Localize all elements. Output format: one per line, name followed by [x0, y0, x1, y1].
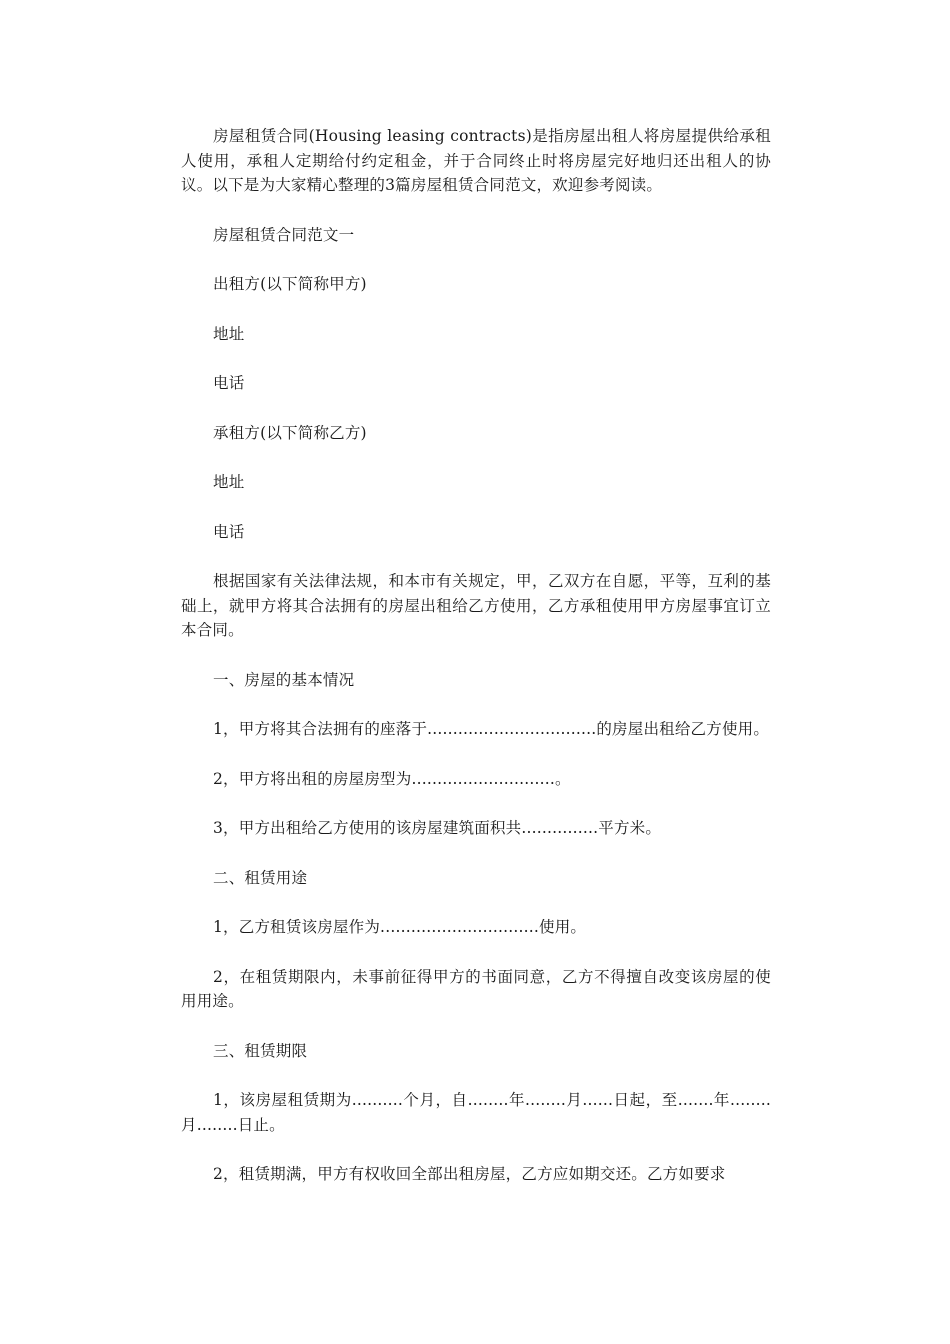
lessor-phone-label: 电话: [213, 374, 245, 392]
clause-heading-term: 三、租赁期限: [213, 1041, 308, 1060]
clause-item: 2，租赁期满，甲方有权收回全部出租房屋，乙方应如期交还。乙方如要求: [213, 1165, 726, 1183]
clause-item: 1，甲方将其合法拥有的座落于.................................的房屋出租给乙方使用。: [213, 720, 770, 738]
clause-item: 2，在租赁期限内，未事前征得甲方的书面同意，乙方不得擅自改变该房屋的使用用途。: [181, 967, 771, 1010]
lessor-address-label: 地址: [213, 324, 245, 343]
lessee-label: 承租方(以下简称乙方): [213, 423, 367, 442]
preamble-paragraph: 根据国家有关法律法规，和本市有关规定，甲，乙双方在自愿，平等，互利的基础上，就甲方将其合法拥有的房屋出租给乙方使用，乙方承租使用甲方房屋事宜订立本合同。: [181, 572, 771, 639]
lessee-phone-label: 电话: [213, 522, 245, 541]
clause-item: 1，该房屋租赁期为..........个月，自........年........月......日起，至.......年........月........日止。: [181, 1091, 771, 1134]
section-title-sample-one: 房屋租赁合同范文一: [213, 225, 355, 244]
clause-item: 2，甲方将出租的房屋房型为............................。: [213, 769, 571, 788]
clause-item: 1，乙方租赁该房屋作为...............................使用。: [213, 918, 587, 936]
document-body: [181, 124, 771, 1212]
lessee-address-label: 地址: [213, 473, 245, 491]
clause-heading-usage: 二、租赁用途: [213, 868, 308, 887]
lessor-label: 出租方(以下简称甲方): [213, 275, 367, 293]
intro-paragraph: 房屋租赁合同(Housing leasing contracts)是指房屋出租人将房屋提供给承租人使用，承租人定期给付约定租金，并于合同终止时将房屋完好地归还出租人的协议。以下是为大家精心整理的3篇房屋租赁合同范文，欢迎参考阅读。: [181, 127, 771, 194]
clause-heading-basic-info: 一、房屋的基本情况: [213, 670, 355, 689]
clause-item: 3，甲方出租给乙方使用的该房屋建筑面积共...............平方米。: [213, 819, 662, 837]
